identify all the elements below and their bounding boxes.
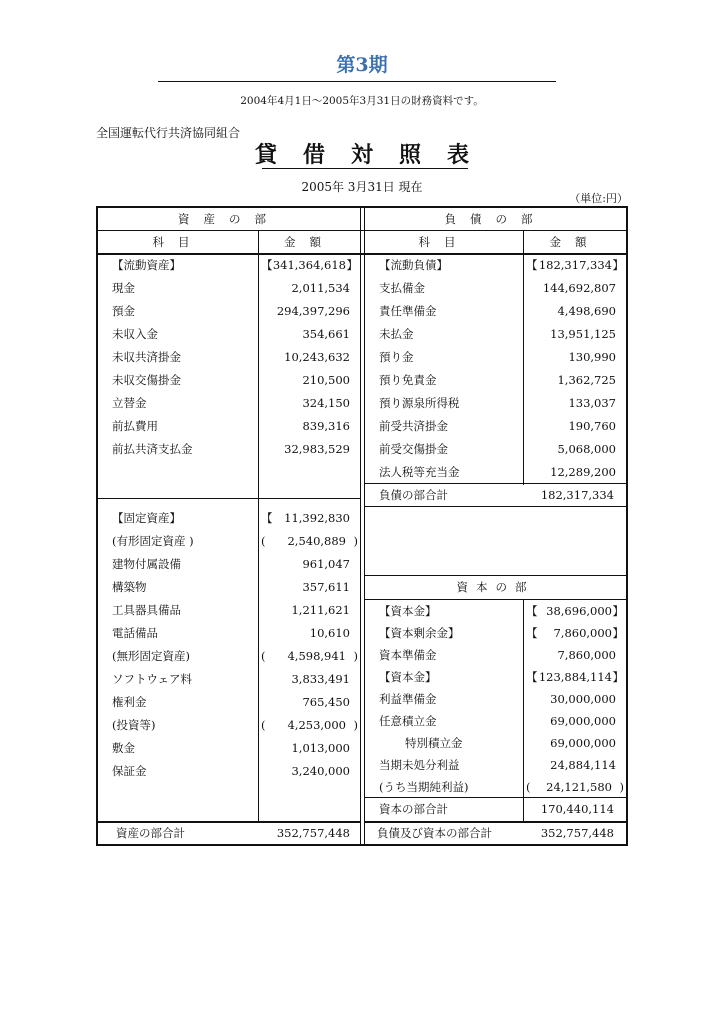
- liability-row-label: 前受交傷掛金: [379, 442, 448, 456]
- capital-row-amount-cell: [524, 644, 626, 667]
- asset-row-amount: 1,211,621: [291, 603, 350, 617]
- asset-row-label: 現金: [112, 281, 135, 295]
- capital-row-amount-cell: [524, 710, 626, 733]
- grand-total-amount: 352,757,448: [540, 826, 614, 840]
- asset-row-amount: 765,450: [302, 695, 350, 709]
- assets-section-header: 資産の部: [178, 212, 280, 226]
- asset-row-amount: 3,240,000: [291, 764, 350, 778]
- asset-row-label-cell: [98, 737, 258, 760]
- period-title: 第3期: [336, 54, 388, 76]
- asset-row-amount-cell: [259, 254, 360, 277]
- liab-total-label-cell: [365, 484, 523, 507]
- document-title: 貸借対照表: [254, 142, 495, 168]
- asset-row-amount-cell: [259, 507, 360, 530]
- liability-row-amount-cell: [524, 300, 626, 323]
- asset-row-amount-cell: [259, 300, 360, 323]
- asset-row-amount-cell: [259, 622, 360, 645]
- asset-row-amount-cell: [259, 553, 360, 576]
- asset-row-amount: 10,610: [309, 626, 350, 640]
- asset-row-amount-cell: [259, 714, 360, 737]
- asset-row-label: 【固定資産】: [112, 511, 181, 525]
- title-rule: [158, 81, 556, 82]
- liability-row-label-cell: [365, 277, 523, 300]
- asset-row-amount-cell: [259, 691, 360, 714]
- capital-row-amount: 7,860,000: [553, 626, 612, 640]
- capital-row-label: 利益準備金: [379, 692, 437, 706]
- liability-row-label-cell: [365, 461, 523, 484]
- asset-row-amount-cell: [259, 737, 360, 760]
- asset-row-label-cell: [98, 691, 258, 714]
- asset-row-amount: 4,253,000: [287, 718, 346, 732]
- asset-row-amount-cell: [259, 415, 360, 438]
- asset-row-label: 未収共済掛金: [112, 350, 181, 364]
- liability-row-amount-cell: [524, 369, 626, 392]
- capital-row-label-cell: [365, 732, 523, 755]
- asset-row-bracket-open: (: [261, 534, 266, 548]
- capital-row-amount: 30,000,000: [550, 692, 616, 706]
- liability-row-label-cell: [365, 346, 523, 369]
- liability-row-label-cell: [365, 415, 523, 438]
- liability-row-label: 預り源泉所得税: [379, 396, 460, 410]
- asset-row-label-cell: [98, 392, 258, 415]
- grand-total-label-cell: [365, 822, 523, 845]
- asset-row-label: 前払費用: [112, 419, 158, 433]
- liab-total-label: 負債の部合計: [379, 488, 448, 502]
- liability-row-label: 預り金: [379, 350, 414, 364]
- assets-total-amount-cell: [259, 822, 360, 845]
- asset-row-label-cell: [98, 622, 258, 645]
- liability-row-amount: 182,317,334: [538, 258, 612, 272]
- capital-row-bracket-open: 【: [526, 604, 538, 618]
- asset-row-label-cell: [98, 530, 258, 553]
- asset-row-bracket-close: ): [353, 534, 358, 548]
- capital-row-amount: 123,884,114: [538, 670, 612, 684]
- liability-row-amount-cell: [524, 392, 626, 415]
- asset-row-bracket-open: 【: [261, 511, 273, 525]
- capital-row-label: 当期未処分利益: [379, 758, 460, 772]
- liability-row-amount: 133,037: [568, 396, 616, 410]
- liability-row-label-cell: [365, 254, 523, 277]
- asset-row-amount-cell: [259, 599, 360, 622]
- capital-row-label-cell: [365, 644, 523, 667]
- capital-row-amount-cell: [524, 688, 626, 711]
- asset-row-label: 構築物: [112, 580, 147, 594]
- capital-row-label-cell: [365, 666, 523, 689]
- liability-row-amount: 1,362,725: [557, 373, 616, 387]
- liability-row-bracket-open: 【: [526, 258, 538, 272]
- liability-row-amount-cell: [524, 254, 626, 277]
- asset-row-label: 立替金: [112, 396, 147, 410]
- capital-total-amount: 170,440,114: [540, 802, 614, 816]
- asset-row-label-cell: [98, 714, 258, 737]
- capital-section-header: 資本の部: [456, 580, 535, 594]
- capital-row-bracket-close: 】: [612, 670, 624, 684]
- capital-row-amount: 24,884,114: [550, 758, 616, 772]
- liability-row-label-cell: [365, 392, 523, 415]
- asset-row-amount: 3,833,491: [291, 672, 350, 686]
- capital-row-amount-cell: [524, 732, 626, 755]
- asset-row-amount: 961,047: [302, 557, 350, 571]
- asset-row-label: 建物付属設備: [112, 557, 181, 571]
- liability-row-amount: 130,990: [568, 350, 616, 364]
- liab-total-amount-cell: [524, 484, 626, 507]
- capital-row-amount: 7,860,000: [557, 648, 616, 662]
- asset-row-amount-cell: [259, 484, 360, 507]
- capital-row-label-cell: [365, 710, 523, 733]
- title-underline: [262, 168, 468, 169]
- asset-row-label: (投資等): [112, 718, 156, 732]
- liab-col-amount: 金額: [549, 235, 601, 249]
- asset-row-label-cell: [98, 760, 258, 783]
- assets-total-amount: 352,757,448: [276, 826, 350, 840]
- assets-col-subject: 科目: [152, 235, 204, 249]
- asset-row-label: 前払共済支払金: [112, 442, 193, 456]
- asset-row-label-cell: [98, 300, 258, 323]
- asset-row-amount: 10,243,632: [284, 350, 350, 364]
- asset-row-label-cell: [98, 668, 258, 691]
- organization-name: 全国運転代行共済協同組合: [96, 126, 241, 140]
- asset-row-label-cell: [98, 277, 258, 300]
- capital-row-label: (うち当期純利益): [379, 780, 469, 794]
- asset-row-label: 未収入金: [112, 327, 158, 341]
- asset-row-label: 【流動資産】: [112, 258, 181, 272]
- asset-row-amount: 4,598,941: [287, 649, 346, 663]
- asset-row-amount: 32,983,529: [284, 442, 350, 456]
- liability-row-label-cell: [365, 438, 523, 461]
- capital-row-label-cell: [365, 600, 523, 623]
- liability-row-label: 未払金: [379, 327, 414, 341]
- liab-total-bottom-rule: [365, 506, 626, 507]
- asset-row-label: 保証金: [112, 764, 147, 778]
- liability-row-amount-cell: [524, 346, 626, 369]
- asset-row-label-cell: [98, 645, 258, 668]
- grand-total-label: 負債及び資本の部合計: [377, 826, 492, 840]
- asset-row-amount-cell: [259, 461, 360, 484]
- liability-row-label: 支払備金: [379, 281, 425, 295]
- asset-row-label: 未収交傷掛金: [112, 373, 181, 387]
- asset-row-amount: 1,013,000: [291, 741, 350, 755]
- asset-row-label-cell: [98, 507, 258, 530]
- asset-row-label: 預金: [112, 304, 135, 318]
- liability-row-bracket-close: 】: [612, 258, 624, 272]
- asset-row-label: (無形固定資産): [112, 649, 190, 663]
- capital-row-label: 資本準備金: [379, 648, 437, 662]
- asset-row-bracket-close: ): [353, 718, 358, 732]
- capital-row-amount: 69,000,000: [550, 736, 616, 750]
- liability-row-label: 法人税等充当金: [379, 465, 460, 479]
- capital-row-amount-cell: [524, 776, 626, 799]
- asset-row-label-cell: [98, 553, 258, 576]
- asset-row-amount-cell: [259, 668, 360, 691]
- liability-row-amount-cell: [524, 415, 626, 438]
- asset-row-label-cell: [98, 484, 258, 507]
- capital-total-label: 資本の部合計: [379, 802, 448, 816]
- capital-total-amount-cell: [524, 798, 626, 821]
- balance-sheet-table: [96, 206, 628, 846]
- asset-row-label: 敷金: [112, 741, 135, 755]
- asset-row-amount-cell: [259, 346, 360, 369]
- capital-row-amount: 69,000,000: [550, 714, 616, 728]
- liability-row-amount: 13,951,125: [550, 327, 616, 341]
- as-of-date: 2005年 3月31日 現在: [301, 180, 423, 194]
- asset-row-bracket-close: 】: [346, 258, 358, 272]
- capital-row-amount: 24,121,580: [546, 780, 612, 794]
- unit-note: （単位:円）: [569, 192, 628, 205]
- capital-row-bracket-close: 】: [612, 604, 624, 618]
- capital-row-label: 任意積立金: [379, 714, 437, 728]
- liability-row-amount-cell: [524, 461, 626, 484]
- asset-row-amount-cell: [259, 323, 360, 346]
- asset-row-bracket-close: ): [353, 649, 358, 663]
- asset-row-amount: 324,150: [302, 396, 350, 410]
- assets-col-amount: 金額: [284, 235, 335, 249]
- capital-row-label: 【資本剰余金】: [379, 626, 460, 640]
- liability-row-label: 【流動負債】: [379, 258, 448, 272]
- asset-row-label: 工具器具備品: [112, 603, 181, 617]
- capital-row-amount-cell: [524, 600, 626, 623]
- asset-row-amount: 357,611: [302, 580, 350, 594]
- liability-row-amount-cell: [524, 277, 626, 300]
- capital-row-label: 【資本金】: [379, 670, 437, 684]
- asset-row-label-cell: [98, 461, 258, 484]
- asset-row-bracket-open: 【: [261, 258, 273, 272]
- asset-row-amount-cell: [259, 530, 360, 553]
- capital-row-amount: 38,696,000: [546, 604, 612, 618]
- asset-row-amount-cell: [259, 438, 360, 461]
- asset-row-label-cell: [98, 599, 258, 622]
- asset-row-label: (有形固定資産 ): [112, 534, 194, 548]
- capital-total-label-cell: [365, 798, 523, 821]
- liab-total-amount: 182,317,334: [540, 488, 614, 502]
- capital-row-bracket-close: 】: [612, 626, 624, 640]
- asset-row-amount: 294,397,296: [276, 304, 350, 318]
- capital-row-label: 【資本金】: [379, 604, 437, 618]
- capital-row-label-cell: [365, 754, 523, 777]
- asset-row-amount: 354,661: [302, 327, 350, 341]
- liability-row-label: 預り免責金: [379, 373, 437, 387]
- asset-row-bracket-open: (: [261, 649, 266, 663]
- asset-row-label-cell: [98, 346, 258, 369]
- liability-row-amount-cell: [524, 438, 626, 461]
- capital-row-bracket-open: 【: [526, 626, 538, 640]
- capital-row-amount-cell: [524, 622, 626, 645]
- liability-row-label: 責任準備金: [379, 304, 437, 318]
- asset-row-label-cell: [98, 254, 258, 277]
- grand-total-amount-cell: [524, 822, 626, 845]
- asset-row-amount: 2,011,534: [291, 281, 350, 295]
- capital-row-label-cell: [365, 622, 523, 645]
- liability-row-label-cell: [365, 300, 523, 323]
- liability-row-amount: 144,692,807: [542, 281, 616, 295]
- liab-col-subject: 科目: [418, 235, 470, 249]
- liability-row-label-cell: [365, 323, 523, 346]
- asset-row-amount: 839,316: [302, 419, 350, 433]
- asset-row-label-cell: [98, 576, 258, 599]
- liability-row-amount: 5,068,000: [557, 442, 616, 456]
- assets-total-label: [98, 822, 258, 845]
- liability-row-amount-cell: [524, 323, 626, 346]
- capital-row-label-cell: [365, 688, 523, 711]
- capital-row-bracket-close: ): [619, 780, 624, 794]
- asset-row-amount-cell: [259, 645, 360, 668]
- asset-row-label: ソフトウェア料: [112, 672, 193, 686]
- liability-row-amount: 4,498,690: [557, 304, 616, 318]
- asset-row-label-cell: [98, 438, 258, 461]
- liabilities-section-header: 負債の部: [444, 212, 547, 226]
- asset-row-amount: 210,500: [302, 373, 350, 387]
- capital-row-bracket-open: (: [526, 780, 531, 794]
- asset-row-amount: 341,364,618: [272, 258, 346, 272]
- asset-row-amount-cell: [259, 576, 360, 599]
- asset-row-label: 電話備品: [112, 626, 158, 640]
- asset-row-label-cell: [98, 323, 258, 346]
- liability-row-label: 前受共済掛金: [379, 419, 448, 433]
- asset-row-label-cell: [98, 369, 258, 392]
- asset-row-amount: 11,392,830: [284, 511, 350, 525]
- asset-row-amount-cell: [259, 277, 360, 300]
- liability-row-amount: 190,760: [568, 419, 616, 433]
- asset-row-amount-cell: [259, 760, 360, 783]
- asset-row-amount-cell: [259, 369, 360, 392]
- period-subtitle: 2004年4月1日～2005年3月31日の財務資料です。: [240, 95, 484, 107]
- center-divider-left: [360, 208, 361, 844]
- liability-row-amount: 12,289,200: [550, 465, 616, 479]
- capital-row-amount-cell: [524, 754, 626, 777]
- assets-total-label-text: 資産の部合計: [116, 826, 185, 840]
- asset-row-amount-cell: [259, 392, 360, 415]
- asset-row-amount: 2,540,889: [287, 534, 346, 548]
- asset-row-bracket-open: (: [261, 718, 266, 732]
- capital-row-label: 特別積立金: [405, 736, 463, 750]
- asset-row-label-cell: [98, 415, 258, 438]
- capital-row-label-cell: [365, 776, 523, 799]
- liability-row-label-cell: [365, 369, 523, 392]
- asset-row-label: 権利金: [112, 695, 147, 709]
- capital-row-amount-cell: [524, 666, 626, 689]
- capital-row-bracket-open: 【: [526, 670, 538, 684]
